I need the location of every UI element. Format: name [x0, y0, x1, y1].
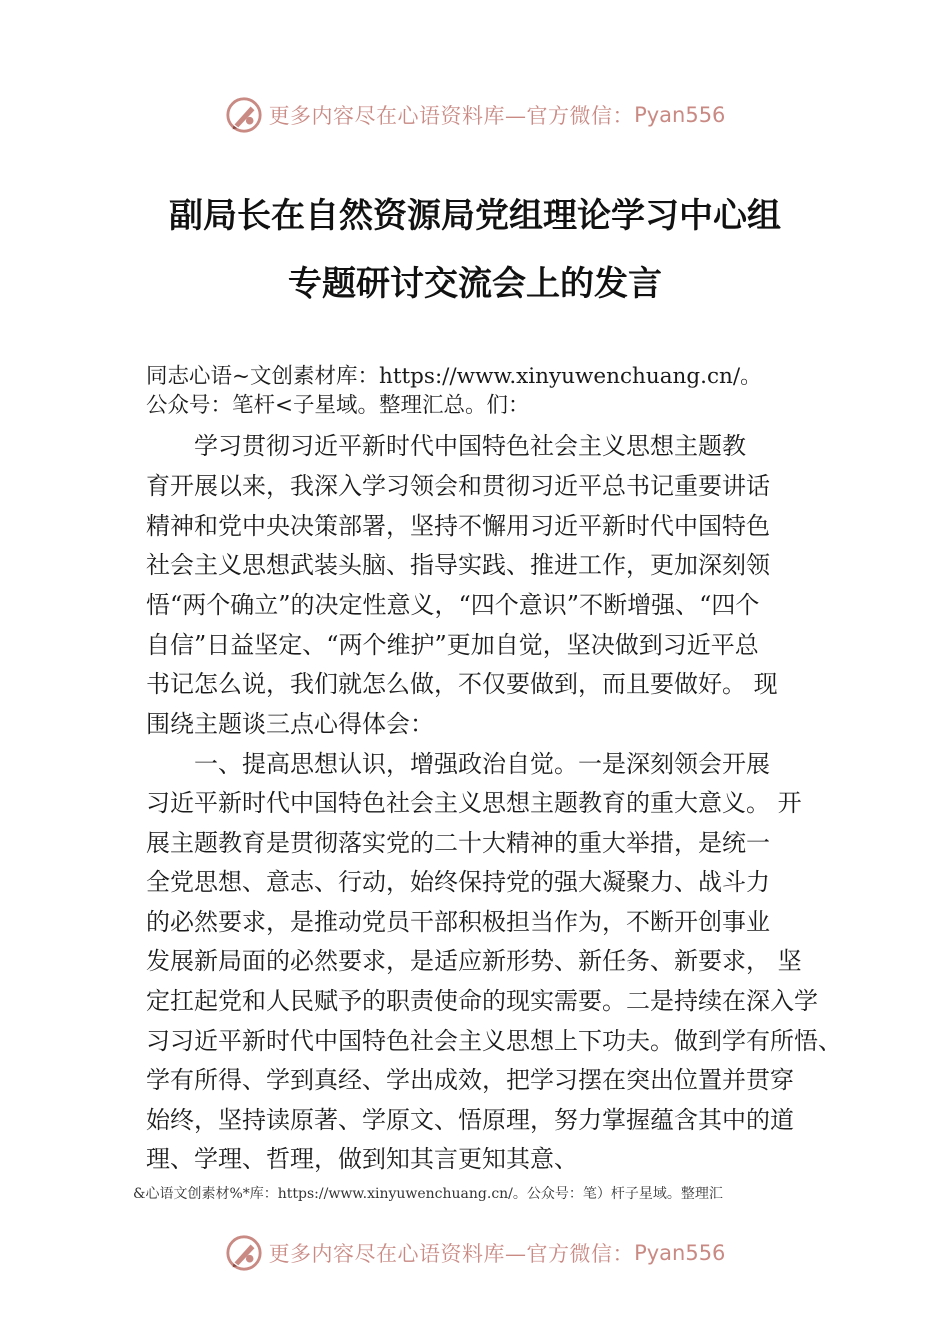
- body-line: 习近平新时代中国特色社会主义思想主题教育的重大意义。 开: [146, 789, 802, 817]
- body-line: 学习贯彻习近平新时代中国特色社会主义思想主题教: [146, 432, 746, 460]
- body-line: 育开展以来，我深入学习领会和贯彻习近平总书记重要讲话: [146, 472, 770, 500]
- pen-seal-logo-icon: [225, 1234, 263, 1272]
- footer-note: &心语文创素材%*库：https://www.xinyuwenchuang.cn/。公众号：笔）杆子星域。整理汇: [133, 1186, 723, 1202]
- pen-seal-logo-icon: [225, 96, 263, 134]
- body-line: 始终，坚持读原著、学原文、悟原理，努力掌握蕴含其中的道: [146, 1106, 794, 1134]
- body-line: 精神和党中央决策部署，坚持不懈用习近平新时代中国特色: [146, 512, 770, 540]
- banner-text: 更多内容尽在心语资料库—官方微信：: [268, 1242, 635, 1266]
- body-line: 围绕主题谈三点心得体会：: [146, 710, 434, 738]
- banner-handle: Pyan556: [634, 1241, 726, 1265]
- banner-handle: Pyan556: [634, 103, 726, 127]
- body-line: 定扛起党和人民赋予的职责使命的现实需要。二是持续在深入学: [146, 987, 818, 1015]
- body-line: 一、提高思想认识，增强政治自觉。一是深刻领会开展: [146, 750, 770, 778]
- body-line: 习习近平新时代中国特色社会主义思想上下功夫。做到学有所悟、: [146, 1027, 842, 1055]
- body-line: 理、学理、哲理，做到知其言更知其意、: [146, 1145, 578, 1173]
- body-line: 全党思想、意志、行动，始终保持党的强大凝聚力、战斗力: [146, 868, 770, 896]
- banner-text: 更多内容尽在心语资料库—官方微信：: [268, 104, 635, 128]
- body-line: 展主题教育是贯彻落实党的二十大精神的重大举措，是统一: [146, 829, 770, 857]
- meta-line: 同志心语~文创素材库：https://www.xinyuwenchuang.cn/。: [146, 364, 762, 389]
- body-line: 悟“两个确立”的决定性意义，“四个意识”不断增强、“四个: [146, 591, 760, 619]
- body-line: 自信”日益坚定、“两个维护”更加自觉，坚决做到习近平总: [146, 631, 759, 659]
- body-line: 社会主义思想武装头脑、指导实践、推进工作，更加深刻领: [146, 551, 770, 579]
- top-banner: [0, 93, 950, 137]
- body-line: 学有所得、学到真经、学出成效，把学习摆在突出位置并贯穿: [146, 1066, 794, 1094]
- bottom-banner: [0, 1231, 950, 1275]
- body-line: 的必然要求，是推动党员干部积极担当作为，不断开创事业: [146, 908, 770, 936]
- document-title-line-1: 副局长在自然资源局党组理论学习中心组: [169, 196, 781, 236]
- document-title-line-2: 专题研讨交流会上的发言: [288, 264, 662, 304]
- body-line: 发展新局面的必然要求，是适应新形势、新任务、新要求， 坚: [146, 947, 802, 975]
- meta-line: 公众号：笔杆<子星域。整理汇总。们：: [146, 393, 530, 418]
- body-line: 书记怎么说，我们就怎么做，不仅要做到，而且要做好。 现: [146, 670, 778, 698]
